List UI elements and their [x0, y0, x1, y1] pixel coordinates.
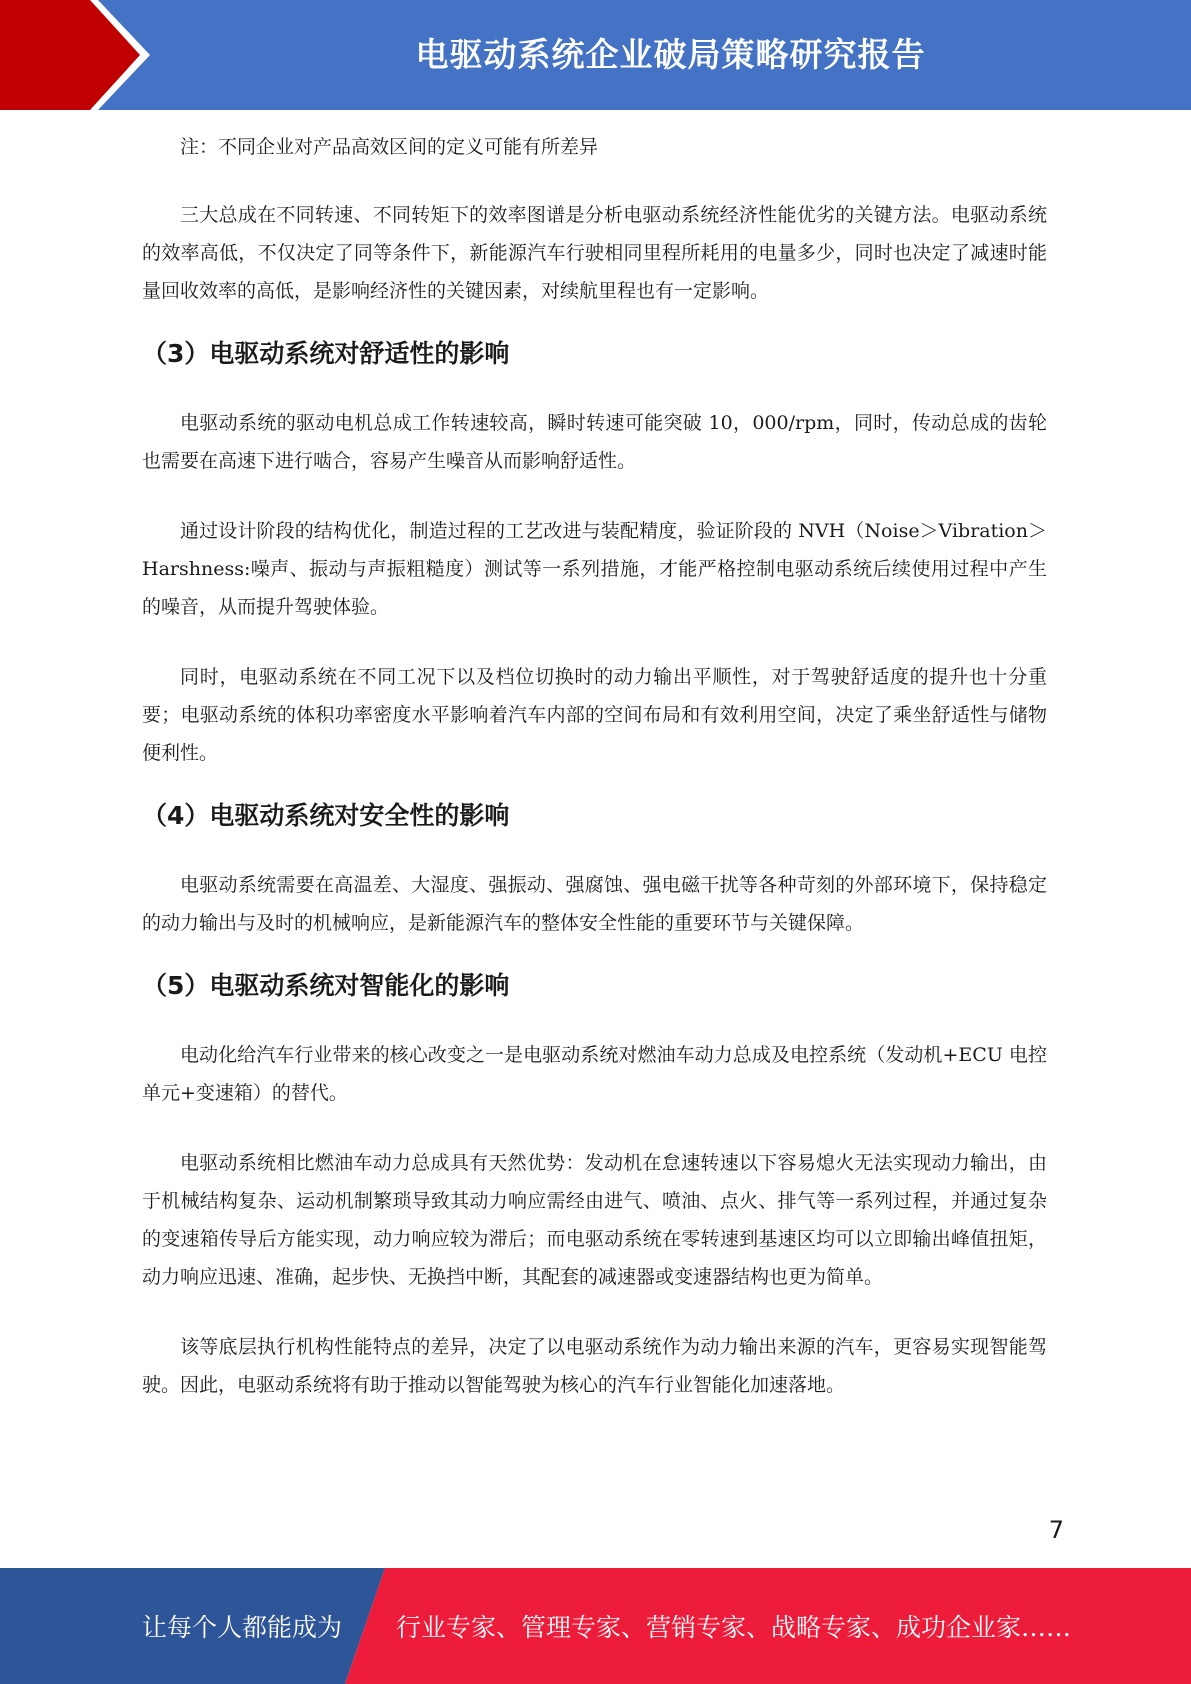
paragraph-intelligence-3: 该等底层执行机构性能特点的差异，决定了以电驱动系统作为动力输出来源的汽车，更容易实现智能驾驶。因此，电驱动系统将有助于推动以智能驾驶为核心的汽车行业智能化加速落地。	[142, 1336, 1047, 1396]
page-header	[0, 0, 1191, 110]
paragraph-efficiency: 三大总成在不同转速、不同转矩下的效率图谱是分析电驱动系统经济性能优劣的关键方法。电驱动系统的效率高低，不仅决定了同等条件下，新能源汽车行驶相同里程所耗用的电量多少，同时也决定了减速时能量回收效率的高低，是影响经济性的关键因素，对续航里程也有一定影响。	[142, 204, 1047, 302]
footer-slogan-right: 行业专家、管理专家、营销专家、战略专家、成功企业家……	[396, 1613, 1072, 1642]
paragraph-comfort-1: 电驱动系统的驱动电机总成工作转速较高，瞬时转速可能突破 10，000/rpm，同时，传动总成的齿轮也需要在高速下进行啮合，容易产生噪音从而影响舒适性。	[142, 412, 1047, 472]
report-title: 电驱动系统企业破局策略研究报告	[415, 34, 926, 74]
page-footer	[0, 1568, 1191, 1684]
page-number: 7	[1048, 1516, 1064, 1544]
footer-slogan-left: 让每个人都能成为	[142, 1613, 343, 1642]
paragraph-comfort-3: 同时，电驱动系统在不同工况下以及档位切换时的动力输出平顺性，对于驾驶舒适度的提升也十分重要；电驱动系统的体积功率密度水平影响着汽车内部的空间布局和有效利用空间，决定了乘坐舒适性与储物便利性。	[142, 666, 1047, 764]
paragraph-comfort-2: 通过设计阶段的结构优化，制造过程的工艺改进与装配精度，验证阶段的 NVH（Noise＞Vibration＞Harshness:噪声、振动与声振粗糙度）测试等一系列措施，才能严格控制电驱动系统后续使用过程中产生的噪音，从而提升驾驶体验。	[142, 520, 1047, 618]
section-heading-intelligence: （5）电驱动系统对智能化的影响	[142, 971, 510, 1000]
paragraph-intelligence-1: 电动化给汽车行业带来的核心改变之一是电驱动系统对燃油车动力总成及电控系统（发动机+ECU 电控单元+变速箱）的替代。	[142, 1044, 1047, 1104]
paragraph-intelligence-2: 电驱动系统相比燃油车动力总成具有天然优势：发动机在怠速转速以下容易熄火无法实现动力输出，由于机械结构复杂、运动机制繁琐导致其动力响应需经由进气、喷油、点火、排气等一系列过程，并通过复杂的变速箱传导后方能实现，动力响应较为滞后；而电驱动系统在零转速到基速区均可以立即输出峰值扭矩，动力响应迅速、准确，起步快、无换挡中断，其配套的减速器或变速器结构也更为简单。	[142, 1152, 1047, 1288]
note-text: 注：不同企业对产品高效区间的定义可能有所差异	[180, 136, 599, 158]
page-content	[142, 128, 1047, 1404]
paragraph-safety: 电驱动系统需要在高温差、大湿度、强振动、强腐蚀、强电磁干扰等各种苛刻的外部环境下，保持稳定的动力输出与及时的机械响应，是新能源汽车的整体安全性能的重要环节与关键保障。	[142, 874, 1047, 934]
section-heading-comfort: （3）电驱动系统对舒适性的影响	[142, 339, 510, 368]
section-heading-safety: （4）电驱动系统对安全性的影响	[142, 801, 510, 830]
